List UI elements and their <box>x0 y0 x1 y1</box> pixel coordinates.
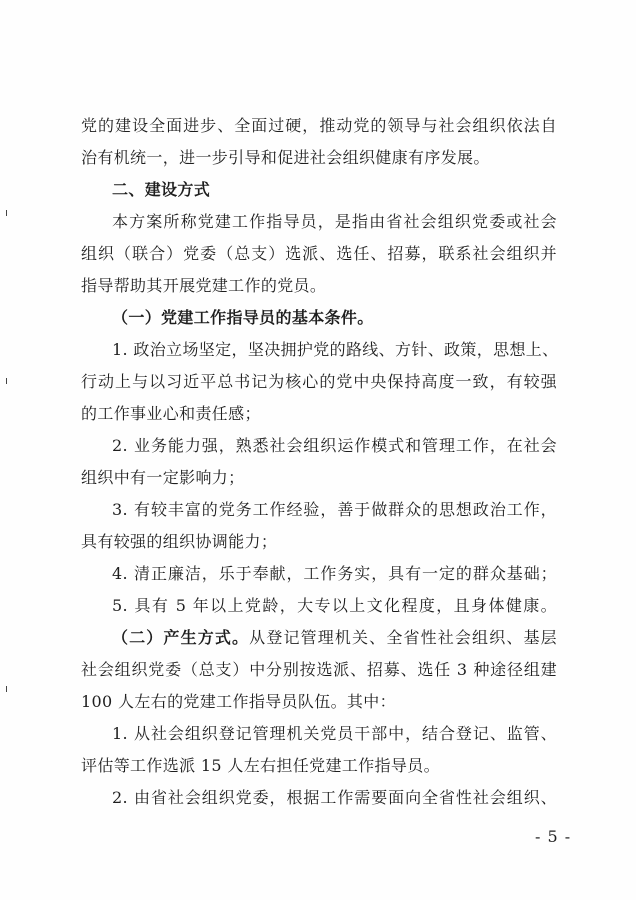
body-line-19: 100 人左右的党建工作指导员队伍。其中： <box>81 692 396 711</box>
body-line-17-text: 从登记管理机关、全省性社会组织、基层 <box>249 628 557 647</box>
body-line-20: 1. 从社会组织登记管理机关党员干部中，结合登记、监管、 <box>112 724 557 743</box>
body-line-21: 评估等工作选派 15 人左右担任党建工作指导员。 <box>81 756 440 775</box>
scan-mark-1 <box>6 210 7 216</box>
body-line-16: 5. 具有 5 年以上党龄，大专以上文化程度，且身体健康。 <box>112 596 557 615</box>
subsection-heading-2: （二）产生方式。 <box>112 628 250 647</box>
body-line-2: 治有机统一，进一步引导和促进社会组织健康有序发展。 <box>81 148 490 167</box>
body-line-18: 社会组织党委（总支）中分别按选派、招募、选任 3 种途径组建 <box>81 660 557 679</box>
body-line-11: 2. 业务能力强，熟悉社会组织运作模式和管理工作，在社会 <box>112 436 557 455</box>
body-line-4: 本方案所称党建工作指导员，是指由省社会组织党委或社会 <box>112 212 557 231</box>
page-number: - 5 - <box>535 827 572 846</box>
body-line-22: 2. 由省社会组织党委，根据工作需要面向全省性社会组织、 <box>112 788 557 807</box>
body-line-9: 行动上与以习近平总书记为核心的党中央保持高度一致，有较强 <box>81 372 557 391</box>
body-line-13: 3. 有较丰富的党务工作经验，善于做群众的思想政治工作， <box>112 500 557 519</box>
body-line-10: 的工作事业心和责任感； <box>81 404 261 423</box>
scan-mark-2 <box>6 378 7 384</box>
scan-mark-3 <box>6 686 7 692</box>
body-line-14: 具有较强的组织协调能力； <box>81 532 278 551</box>
body-line-6: 指导帮助其开展党建工作的党员。 <box>81 276 327 295</box>
body-line-17 <box>112 627 557 649</box>
section-heading: 二、建设方式 <box>112 180 211 199</box>
body-line-1: 党的建设全面进步、全面过硬，推动党的领导与社会组织依法自 <box>81 116 557 135</box>
body-line-5: 组织（联合）党委（总支）选派、选任、招募，联系社会组织并 <box>81 244 557 263</box>
subsection-heading-1: （一）党建工作指导员的基本条件。 <box>112 308 374 327</box>
body-line-15: 4. 清正廉洁，乐于奉献，工作务实，具有一定的群众基础； <box>112 564 557 583</box>
body-line-8: 1. 政治立场坚定，坚决拥护党的路线、方针、政策，思想上、 <box>112 340 559 359</box>
body-line-12: 组织中有一定影响力； <box>81 468 245 487</box>
